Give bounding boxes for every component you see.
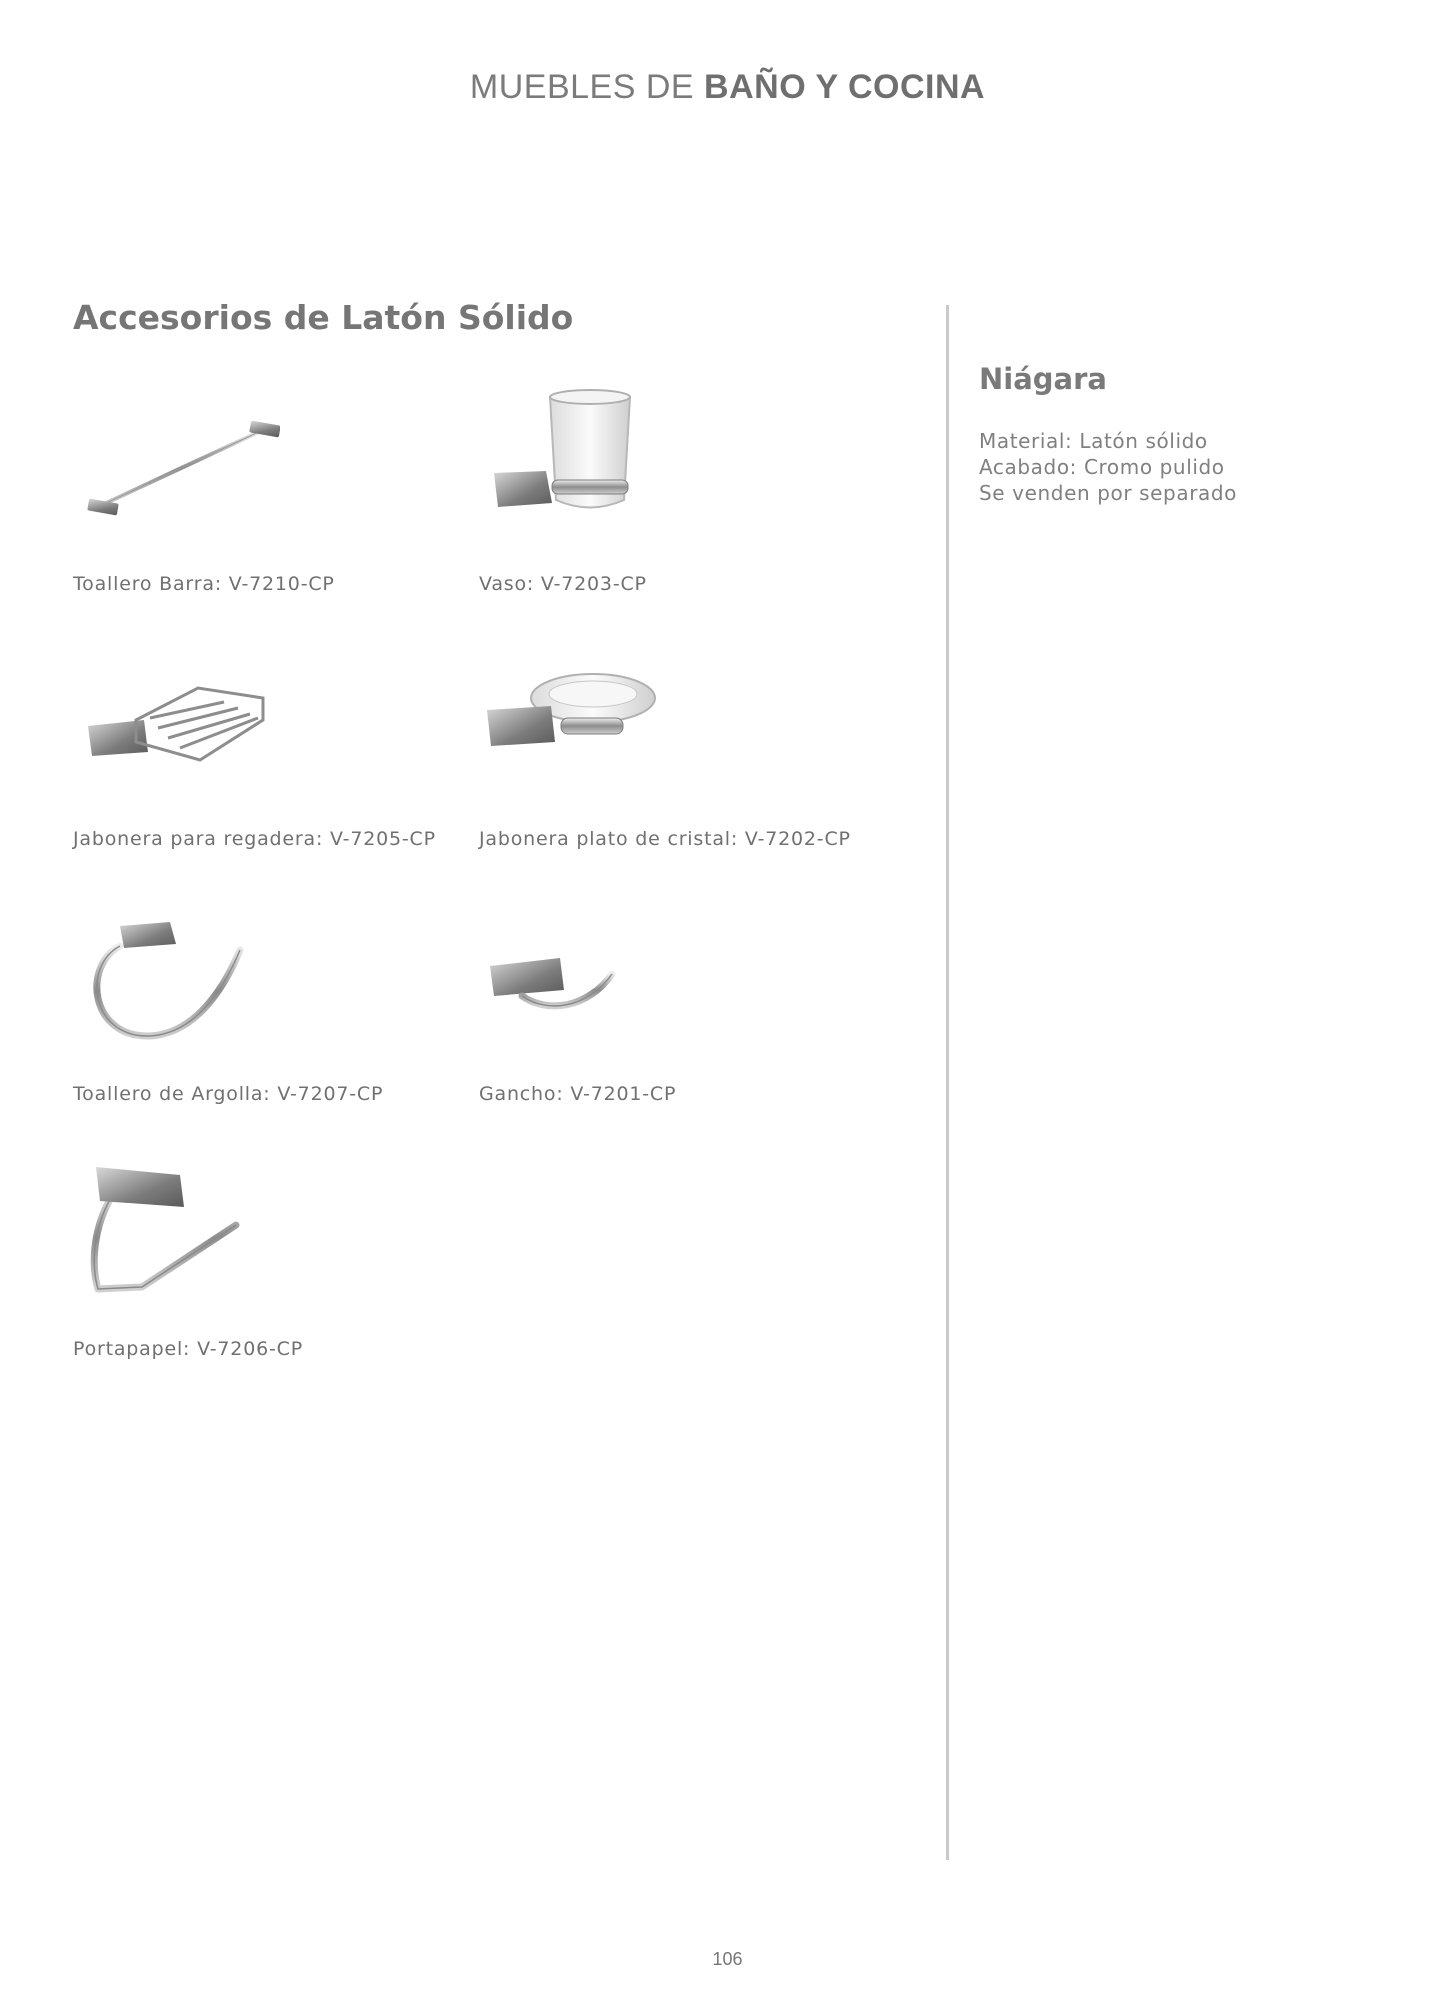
glass-soap-dish-icon [485,670,665,780]
product-caption: Portapapel: V-7206-CP [73,1338,303,1360]
header-prefix: MUEBLES DE [469,68,695,106]
product-caption: Jabonera plato de cristal: V-7202-CP [479,828,851,850]
series-name: Niágara [979,362,1107,396]
product-caption: Gancho: V-7201-CP [479,1083,677,1105]
spec-line: Material: Latón sólido [979,429,1208,453]
paper-holder-icon [88,1165,248,1305]
product-caption: Vaso: V-7203-CP [479,573,647,595]
series-specs [979,428,1237,506]
product-caption: Jabonera para regadera: V-7205-CP [73,828,436,850]
shower-soap-basket-icon [88,680,278,780]
tumbler-holder-icon [488,385,658,525]
towel-ring-icon [90,918,250,1048]
header-bold: BAÑO Y COCINA [704,68,986,106]
spec-line: Se venden por separado [979,481,1238,505]
page-number: 106 [712,1949,743,1969]
page-header [0,68,1455,107]
product-caption: Toallero de Argolla: V-7207-CP [73,1083,384,1105]
product-caption: Toallero Barra: V-7210-CP [73,573,335,595]
spec-line: Acabado: Cromo pulido [979,455,1225,479]
section-title: Accesorios de Latón Sólido [73,298,574,337]
towel-bar-icon [80,415,280,525]
robe-hook-icon [488,938,628,1028]
vertical-divider [946,305,949,1860]
